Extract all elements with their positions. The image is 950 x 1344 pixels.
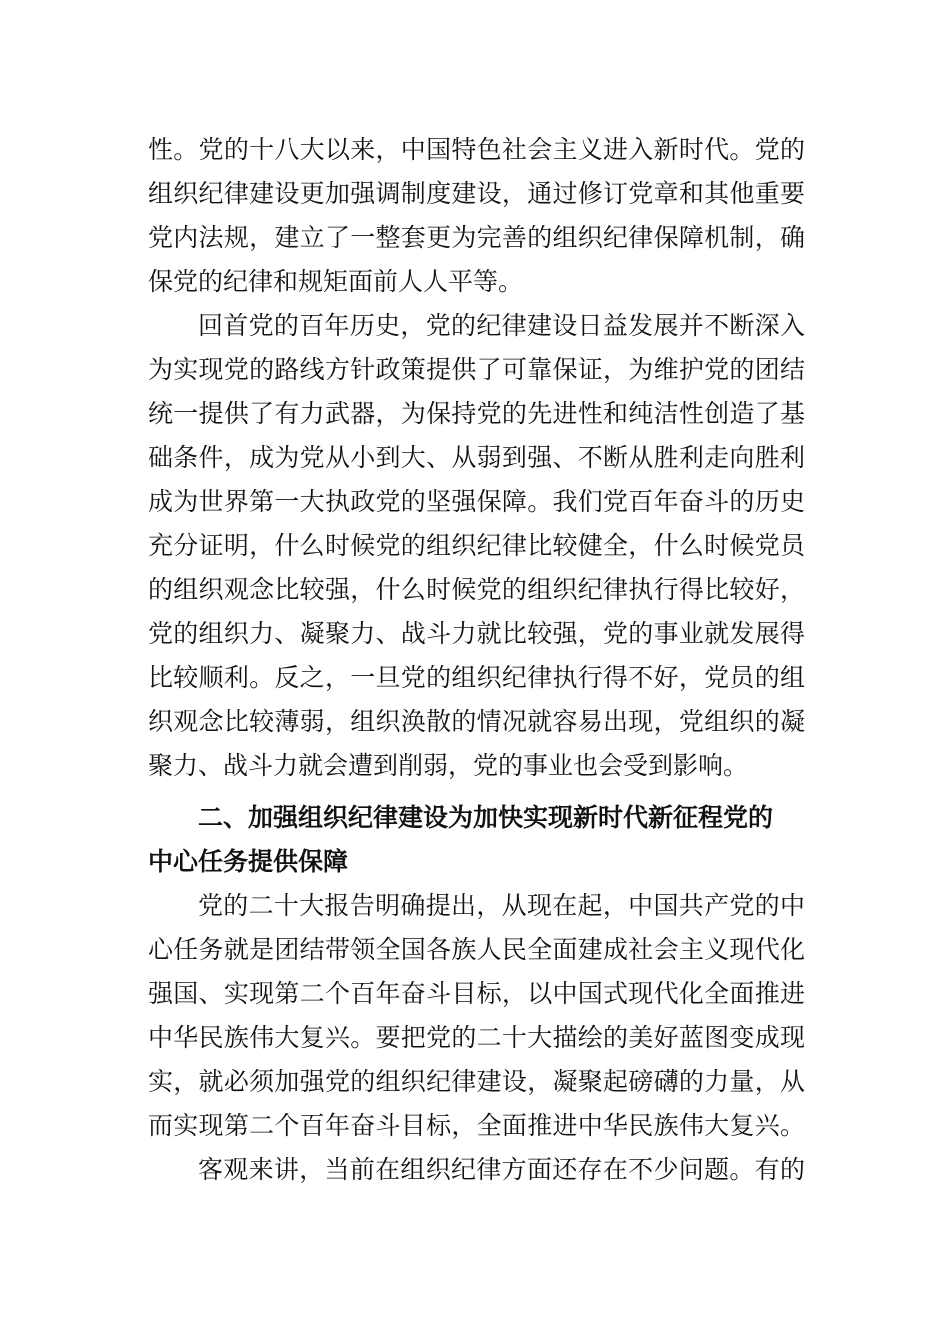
text-line: 党的组织力、凝聚力、战斗力就比较强，党的事业就发展得 <box>148 619 805 648</box>
text-line: 成为世界第一大执政党的坚强保障。我们党百年奋斗的历史 <box>148 487 805 516</box>
text-line: 保党的纪律和规矩面前人人平等。 <box>148 267 524 296</box>
text-line: 组织纪律建设更加强调制度建设，通过修订党章和其他重要 <box>148 179 805 208</box>
text-line: 党内法规，建立了一整套更为完善的组织纪律保障机制，确 <box>148 223 805 252</box>
heading-line: 中心任务提供保障 <box>148 847 349 876</box>
text-line: 回首党的百年历史，党的纪律建设日益发展并不断深入 <box>198 311 805 340</box>
text-line: 而实现第二个百年奋斗目标，全面推进中华民族伟大复兴。 <box>148 1111 805 1140</box>
text-line: 党的二十大报告明确提出，从现在起，中国共产党的中 <box>198 891 805 920</box>
text-line: 聚力、战斗力就会遭到削弱，党的事业也会受到影响。 <box>148 751 749 780</box>
text-line: 统一提供了有力武器，为保持党的先进性和纯洁性创造了基 <box>148 399 805 428</box>
text-line: 织观念比较薄弱，组织涣散的情况就容易出现，党组织的凝 <box>148 707 805 736</box>
text-line: 充分证明，什么时候党的组织纪律比较健全，什么时候党员 <box>148 531 805 560</box>
text-line: 中华民族伟大复兴。要把党的二十大描绘的美好蓝图变成现 <box>148 1023 805 1052</box>
text-line: 心任务就是团结带领全国各族人民全面建成社会主义现代化 <box>148 935 805 964</box>
text-line: 的组织观念比较强，什么时候党的组织纪律执行得比较好， <box>148 575 805 604</box>
heading-line: 二、加强组织纪律建设为加快实现新时代新征程党的 <box>198 803 774 832</box>
text-line: 比较顺利。反之，一旦党的组织纪律执行得不好，党员的组 <box>148 663 805 692</box>
text-line: 客观来讲，当前在组织纪律方面还存在不少问题。有的 <box>198 1155 805 1184</box>
text-line: 实，就必须加强党的组织纪律建设，凝聚起磅礴的力量，从 <box>148 1067 805 1096</box>
text-line: 性。党的十八大以来，中国特色社会主义进入新时代。党的 <box>148 135 805 164</box>
text-line: 强国、实现第二个百年奋斗目标，以中国式现代化全面推进 <box>148 979 805 1008</box>
text-line: 为实现党的路线方针政策提供了可靠保证，为维护党的团结 <box>148 355 805 384</box>
text-line: 础条件，成为党从小到大、从弱到强、不断从胜利走向胜利 <box>148 443 805 472</box>
